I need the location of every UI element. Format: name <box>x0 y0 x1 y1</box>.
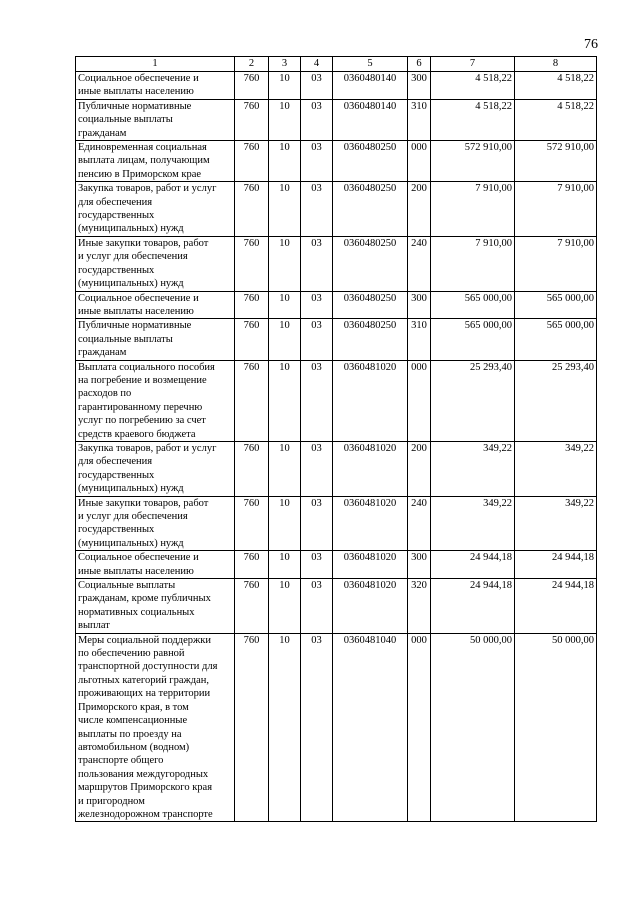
expense-type-cell: 310 <box>408 319 431 360</box>
section-code-cell: 10 <box>269 291 301 319</box>
section-code-cell: 10 <box>269 496 301 551</box>
department-code-cell: 760 <box>235 551 269 579</box>
amount-cell: 7 910,00 <box>515 182 597 237</box>
amount-cell: 7 910,00 <box>431 236 515 291</box>
section-code-cell: 10 <box>269 551 301 579</box>
expense-name-cell: Социальное обеспечение и иные выплаты населению <box>76 551 235 579</box>
subsection-code-cell: 03 <box>301 441 333 496</box>
header-cell: 4 <box>301 57 333 72</box>
amount-cell: 565 000,00 <box>515 291 597 319</box>
amount-cell: 349,22 <box>515 441 597 496</box>
department-code-cell: 760 <box>235 182 269 237</box>
table-row <box>76 99 597 140</box>
subsection-code-cell: 03 <box>301 633 333 822</box>
subsection-code-cell: 03 <box>301 236 333 291</box>
amount-cell: 565 000,00 <box>431 319 515 360</box>
table-row <box>76 633 597 822</box>
target-article-cell: 0360481020 <box>333 360 408 441</box>
header-cell: 6 <box>408 57 431 72</box>
section-code-cell: 10 <box>269 182 301 237</box>
expense-type-cell: 310 <box>408 99 431 140</box>
target-article-cell: 0360481020 <box>333 441 408 496</box>
expense-type-cell: 320 <box>408 579 431 634</box>
amount-cell: 50 000,00 <box>515 633 597 822</box>
subsection-code-cell: 03 <box>301 551 333 579</box>
expense-name-cell: Единовременная социальная выплата лицам, получающим пенсию в Приморском крае <box>76 141 235 182</box>
amount-cell: 25 293,40 <box>515 360 597 441</box>
subsection-code-cell: 03 <box>301 360 333 441</box>
target-article-cell: 0360480250 <box>333 182 408 237</box>
department-code-cell: 760 <box>235 291 269 319</box>
expense-name-cell: Социальное обеспечение и иные выплаты населению <box>76 72 235 100</box>
amount-cell: 4 518,22 <box>431 72 515 100</box>
expense-type-cell: 000 <box>408 633 431 822</box>
header-cell: 1 <box>76 57 235 72</box>
expense-type-cell: 300 <box>408 291 431 319</box>
table-body <box>76 72 597 822</box>
subsection-code-cell: 03 <box>301 319 333 360</box>
target-article-cell: 0360481020 <box>333 496 408 551</box>
section-code-cell: 10 <box>269 633 301 822</box>
table-row <box>76 291 597 319</box>
department-code-cell: 760 <box>235 360 269 441</box>
section-code-cell: 10 <box>269 72 301 100</box>
target-article-cell: 0360480140 <box>333 72 408 100</box>
department-code-cell: 760 <box>235 72 269 100</box>
expense-name-cell: Выплата социального пособия на погребение и возмещение расходов по гарантированному перечню услуг по погребению за счет средств краевого бюджета <box>76 360 235 441</box>
header-cell: 2 <box>235 57 269 72</box>
amount-cell: 572 910,00 <box>431 141 515 182</box>
amount-cell: 24 944,18 <box>431 579 515 634</box>
amount-cell: 7 910,00 <box>431 182 515 237</box>
table-row <box>76 360 597 441</box>
expense-type-cell: 240 <box>408 496 431 551</box>
table-row <box>76 182 597 237</box>
subsection-code-cell: 03 <box>301 579 333 634</box>
table-row <box>76 236 597 291</box>
section-code-cell: 10 <box>269 441 301 496</box>
expense-type-cell: 300 <box>408 551 431 579</box>
target-article-cell: 0360481040 <box>333 633 408 822</box>
table-row <box>76 579 597 634</box>
amount-cell: 4 518,22 <box>515 99 597 140</box>
subsection-code-cell: 03 <box>301 99 333 140</box>
expense-name-cell: Социальное обеспечение и иные выплаты населению <box>76 291 235 319</box>
department-code-cell: 760 <box>235 441 269 496</box>
department-code-cell: 760 <box>235 579 269 634</box>
target-article-cell: 0360480140 <box>333 99 408 140</box>
target-article-cell: 0360480250 <box>333 319 408 360</box>
expense-name-cell: Иные закупки товаров, работ и услуг для обеспечения государственных (муниципальных) нужд <box>76 236 235 291</box>
header-cell: 5 <box>333 57 408 72</box>
expense-type-cell: 300 <box>408 72 431 100</box>
amount-cell: 349,22 <box>515 496 597 551</box>
subsection-code-cell: 03 <box>301 291 333 319</box>
department-code-cell: 760 <box>235 141 269 182</box>
amount-cell: 4 518,22 <box>515 72 597 100</box>
amount-cell: 7 910,00 <box>515 236 597 291</box>
section-code-cell: 10 <box>269 236 301 291</box>
amount-cell: 349,22 <box>431 496 515 551</box>
department-code-cell: 760 <box>235 496 269 551</box>
expense-type-cell: 200 <box>408 182 431 237</box>
table-row <box>76 441 597 496</box>
subsection-code-cell: 03 <box>301 72 333 100</box>
section-code-cell: 10 <box>269 141 301 182</box>
header-cell: 3 <box>269 57 301 72</box>
target-article-cell: 0360481020 <box>333 551 408 579</box>
header-cell: 8 <box>515 57 597 72</box>
table-row <box>76 496 597 551</box>
amount-cell: 24 944,18 <box>515 551 597 579</box>
amount-cell: 24 944,18 <box>431 551 515 579</box>
amount-cell: 565 000,00 <box>431 291 515 319</box>
department-code-cell: 760 <box>235 99 269 140</box>
subsection-code-cell: 03 <box>301 182 333 237</box>
department-code-cell: 760 <box>235 633 269 822</box>
table-row <box>76 141 597 182</box>
expense-name-cell: Иные закупки товаров, работ и услуг для обеспечения государственных (муниципальных) нужд <box>76 496 235 551</box>
target-article-cell: 0360481020 <box>333 579 408 634</box>
expense-name-cell: Меры социальной поддержки по обеспечению равной транспортной доступности для льготных категорий граждан, проживающих на территории Приморского края, в том числе компенсационные выплаты по проезду на автомобильном (водном) транспорте общего пользования междугородных маршрутов Приморского края и пригородном железнодорожном транспорте <box>76 633 235 822</box>
expense-name-cell: Публичные нормативные социальные выплаты гражданам <box>76 99 235 140</box>
expense-name-cell: Публичные нормативные социальные выплаты гражданам <box>76 319 235 360</box>
expense-name-cell: Социальные выплаты гражданам, кроме публичных нормативных социальных выплат <box>76 579 235 634</box>
amount-cell: 25 293,40 <box>431 360 515 441</box>
section-code-cell: 10 <box>269 360 301 441</box>
target-article-cell: 0360480250 <box>333 236 408 291</box>
section-code-cell: 10 <box>269 99 301 140</box>
subsection-code-cell: 03 <box>301 141 333 182</box>
amount-cell: 349,22 <box>431 441 515 496</box>
table-row <box>76 72 597 100</box>
target-article-cell: 0360480250 <box>333 141 408 182</box>
expense-type-cell: 240 <box>408 236 431 291</box>
expense-name-cell: Закупка товаров, работ и услуг для обеспечения государственных (муниципальных) нужд <box>76 182 235 237</box>
expense-type-cell: 000 <box>408 141 431 182</box>
table-header-row <box>76 57 597 72</box>
budget-table <box>75 56 597 822</box>
section-code-cell: 10 <box>269 319 301 360</box>
amount-cell: 4 518,22 <box>431 99 515 140</box>
table-row <box>76 319 597 360</box>
department-code-cell: 760 <box>235 236 269 291</box>
amount-cell: 572 910,00 <box>515 141 597 182</box>
expense-type-cell: 000 <box>408 360 431 441</box>
expense-name-cell: Закупка товаров, работ и услуг для обеспечения государственных (муниципальных) нужд <box>76 441 235 496</box>
page-number: 76 <box>584 37 598 52</box>
header-cell: 7 <box>431 57 515 72</box>
subsection-code-cell: 03 <box>301 496 333 551</box>
target-article-cell: 0360480250 <box>333 291 408 319</box>
department-code-cell: 760 <box>235 319 269 360</box>
expense-type-cell: 200 <box>408 441 431 496</box>
section-code-cell: 10 <box>269 579 301 634</box>
table-row <box>76 551 597 579</box>
amount-cell: 24 944,18 <box>515 579 597 634</box>
amount-cell: 50 000,00 <box>431 633 515 822</box>
amount-cell: 565 000,00 <box>515 319 597 360</box>
